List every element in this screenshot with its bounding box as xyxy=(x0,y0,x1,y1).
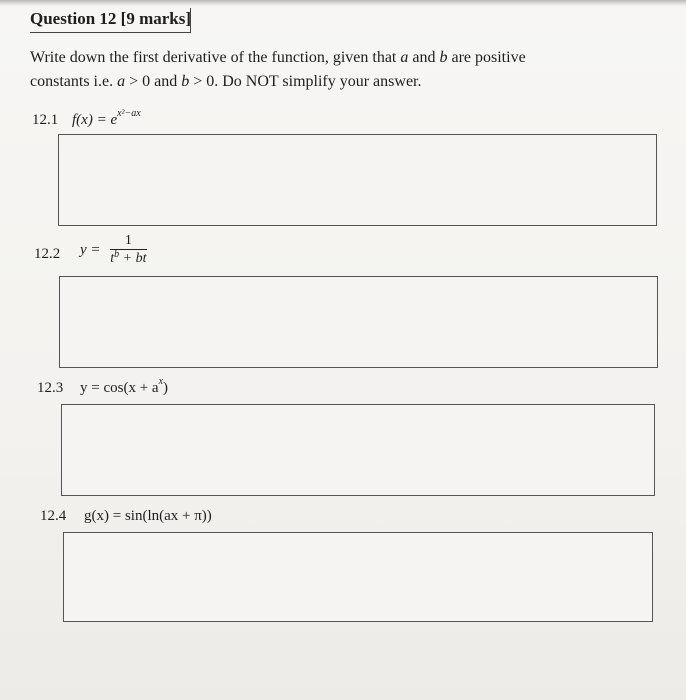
instructions-text-5: > 0 and xyxy=(125,73,182,90)
answer-box-12-4[interactable] xyxy=(63,532,653,622)
part-12-2-lhs: y = xyxy=(80,241,101,258)
part-number-12-4: 12.4 xyxy=(40,508,67,524)
var-a: a xyxy=(400,49,409,66)
part-12-4-expression: g(x) = sin(ln(ax + π)) xyxy=(84,508,212,524)
part-number-12-2: 12.2 xyxy=(34,246,61,262)
part-12-3-expression xyxy=(80,376,169,397)
instructions-text-1: Write down the first derivative of the function, given that xyxy=(30,49,401,66)
part-12-3-rhs: ) xyxy=(163,380,169,396)
part-12-1-lhs: f(x) = e xyxy=(72,112,118,128)
part-12-2-expression xyxy=(80,233,147,268)
part-number-12-1: 12.1 xyxy=(32,112,59,128)
den-rest: + bt xyxy=(119,251,147,266)
part-12-1-exponent: x²−ax xyxy=(117,108,141,119)
var-b-2: b xyxy=(181,73,190,90)
instructions xyxy=(30,46,590,94)
part-12-1-expression xyxy=(72,108,141,129)
fraction-numerator: 1 xyxy=(110,233,146,250)
fraction-denominator xyxy=(110,250,146,268)
instructions-text-2: and xyxy=(408,49,440,66)
var-a-2: a xyxy=(117,73,126,90)
instructions-text-4: constants i.e. xyxy=(30,73,118,90)
answer-box-12-3[interactable] xyxy=(61,404,655,496)
den-sup: b xyxy=(114,249,120,260)
fraction xyxy=(110,233,146,268)
den-base: t xyxy=(110,251,115,266)
instructions-text-6: > 0. Do NOT simplify your answer. xyxy=(189,73,422,90)
var-b: b xyxy=(439,49,448,66)
page-top-shadow xyxy=(0,0,686,6)
part-12-3-sup: x xyxy=(158,376,164,387)
answer-box-12-2[interactable] xyxy=(59,276,658,368)
part-number-12-3: 12.3 xyxy=(37,380,64,396)
answer-box-12-1[interactable] xyxy=(58,134,657,226)
instructions-text-3: are positive xyxy=(447,49,526,66)
part-12-3-lhs: y = cos(x + a xyxy=(80,380,159,396)
question-title: Question 12 [9 marks] xyxy=(30,9,192,28)
